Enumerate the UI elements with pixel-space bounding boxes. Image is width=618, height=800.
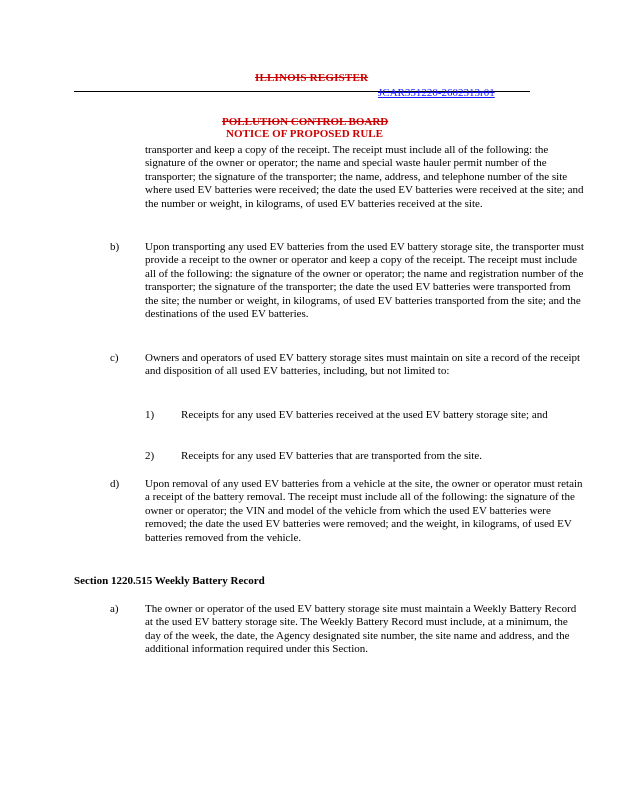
item-text-c: Owners and operators of used EV battery storage sites must maintain on site a record of the receipt and disposition of all used EV batteries, including, but not limited to:	[145, 352, 581, 378]
section-heading: Section 1220.515 Weekly Battery Record	[74, 575, 265, 587]
section-item-text-a: The owner or operator of the used EV battery storage site must maintain a Weekly Battery Record at the used EV battery storage site. The Weekly Battery Record must include, at a minimum, the day of the week, the date, the Agency designated site number, the site name and address, and the additional information required under this Section.	[145, 603, 577, 656]
subitem-text-1: Receipts for any used EV batteries received at the used EV battery storage site; and	[181, 409, 548, 421]
item-text-b: Upon transporting any used EV batteries from the used EV battery storage site, the transporter must provide a receipt to the owner or operator and keep a copy of the receipt. The receipt must include all of the following: the signature of the owner or operator; the name and registration number of the transporter; the signature of the transporter; the date the used EV batteries were transported from the site; the number or weight, in kilograms, of used EV batteries transported from the site; and the destinations of the used EV batteries.	[145, 241, 584, 321]
continuation-paragraph: transporter and keep a copy of the receipt. The receipt must include all of the following: the signature of the owner or operator; the name and special waste hauler permit number of the transporter; the signature of the transporter; the name, address, and telephone number of the site where used EV batteries were received; the date the used EV batteries were received at the site; and the number or weight, in kilograms, of used EV batteries received at the site.	[145, 144, 584, 210]
jcar-code: JCAR351220-2602313r01	[378, 87, 495, 99]
item-label-d: d)	[110, 478, 120, 490]
subitem-label-2: 2)	[145, 450, 155, 462]
item-label-b: b)	[110, 241, 120, 253]
board-name: POLLUTION CONTROL BOARD	[222, 116, 389, 128]
notice-title: NOTICE OF PROPOSED RULE	[226, 128, 383, 140]
register-title: ILLINOIS REGISTER	[255, 72, 369, 84]
section-item-label-a: a)	[110, 603, 119, 615]
item-text-d: Upon removal of any used EV batteries from a vehicle at the site, the owner or operator must retain a receipt of the battery removal. The receipt must include all of the following: the signature of the owner or operator; the VIN and model of the vehicle from which the used EV batteries were removed; the date the used EV batteries were removed; and the weight, in kilograms, of used EV batteries removed from the vehicle.	[145, 478, 583, 544]
item-label-c: c)	[110, 352, 119, 364]
subitem-text-2: Receipts for any used EV batteries that are transported from the site.	[181, 450, 482, 462]
subitem-label-1: 1)	[145, 409, 155, 421]
